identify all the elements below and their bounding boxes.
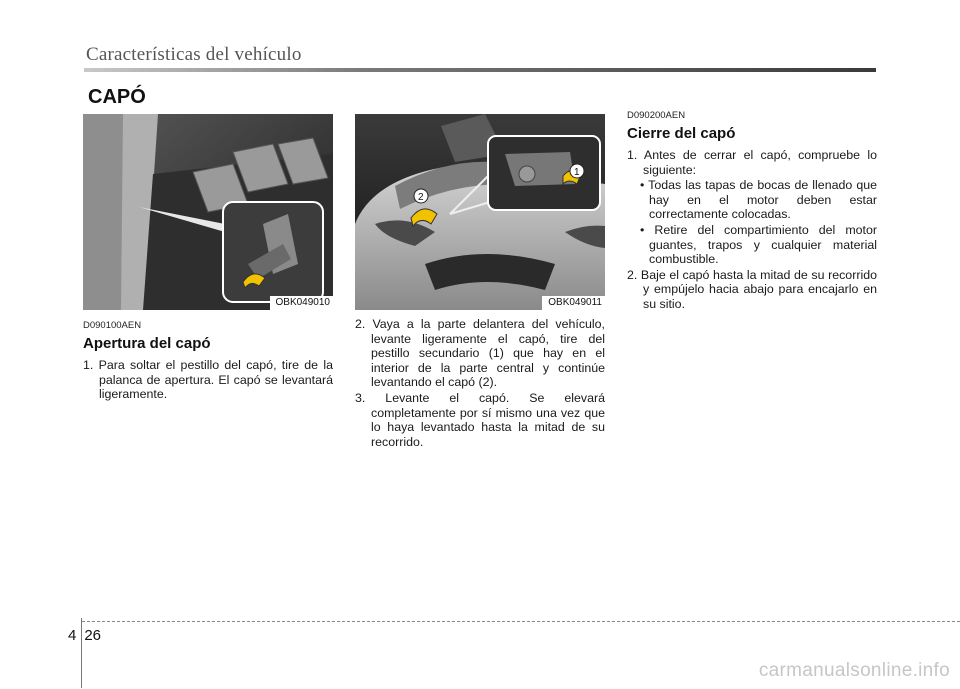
page-number-value: 26 <box>84 627 102 644</box>
figure-code: OBK049010 <box>270 296 334 310</box>
chapter-number: 4 <box>68 627 77 644</box>
section-code: D090200AEN <box>627 110 686 121</box>
figure-code: OBK049011 <box>542 296 605 310</box>
section-code: D090100AEN <box>83 320 142 331</box>
checklist-bullet: • Retire del compartimiento del motor guantes, trapos y cualquier material combustible. <box>640 222 877 267</box>
footer-dashed-rule <box>82 621 960 622</box>
instruction-step: 1. Antes de cerrar el capó, compruebe lo siguiente: <box>627 148 877 177</box>
instruction-step: 1. Para soltar el pestillo del capó, tire de la palanca de apertura. El capó se levantará ligeramente. <box>83 358 333 402</box>
watermark: carmanualsonline.info <box>758 660 950 681</box>
column-closing <box>627 110 877 313</box>
callout-number-1: 1 <box>574 167 580 178</box>
chapter-title: Características del vehículo <box>86 44 302 65</box>
figure-car-front-hood <box>355 114 605 310</box>
car-front-illustration <box>355 114 605 310</box>
column-opening <box>83 114 333 403</box>
figure-hood-release-lever <box>83 114 333 310</box>
instruction-step: 3. Levante el capó. Se elevará completamente por sí mismo una vez que lo haya levantado hasta la mitad de su recorrido. <box>355 390 605 449</box>
instruction-step: 2. Vaya a la parte delantera del vehículo, levante ligeramente el capó, tire del pestillo secundario (1) que hay en el interior de la parte central y continúe levantando el capó (2). <box>355 317 605 390</box>
header-rule <box>84 68 876 72</box>
subsection-title: Cierre del capó <box>627 125 736 142</box>
page-number <box>68 627 101 644</box>
column-opening-continued <box>355 114 605 450</box>
checklist-bullet: • Todas las tapas de bocas de llenado que hay en el motor deben estar correctamente colocadas. <box>640 178 877 222</box>
section-title: CAPÓ <box>88 86 146 108</box>
subsection-title: Apertura del capó <box>83 335 211 352</box>
callout-number-2: 2 <box>418 192 424 203</box>
instruction-step: 2. Baje el capó hasta la mitad de su recorrido y empújelo hacia abajo para encajarlo en su sitio. <box>627 267 877 311</box>
hood-release-illustration <box>83 114 333 310</box>
